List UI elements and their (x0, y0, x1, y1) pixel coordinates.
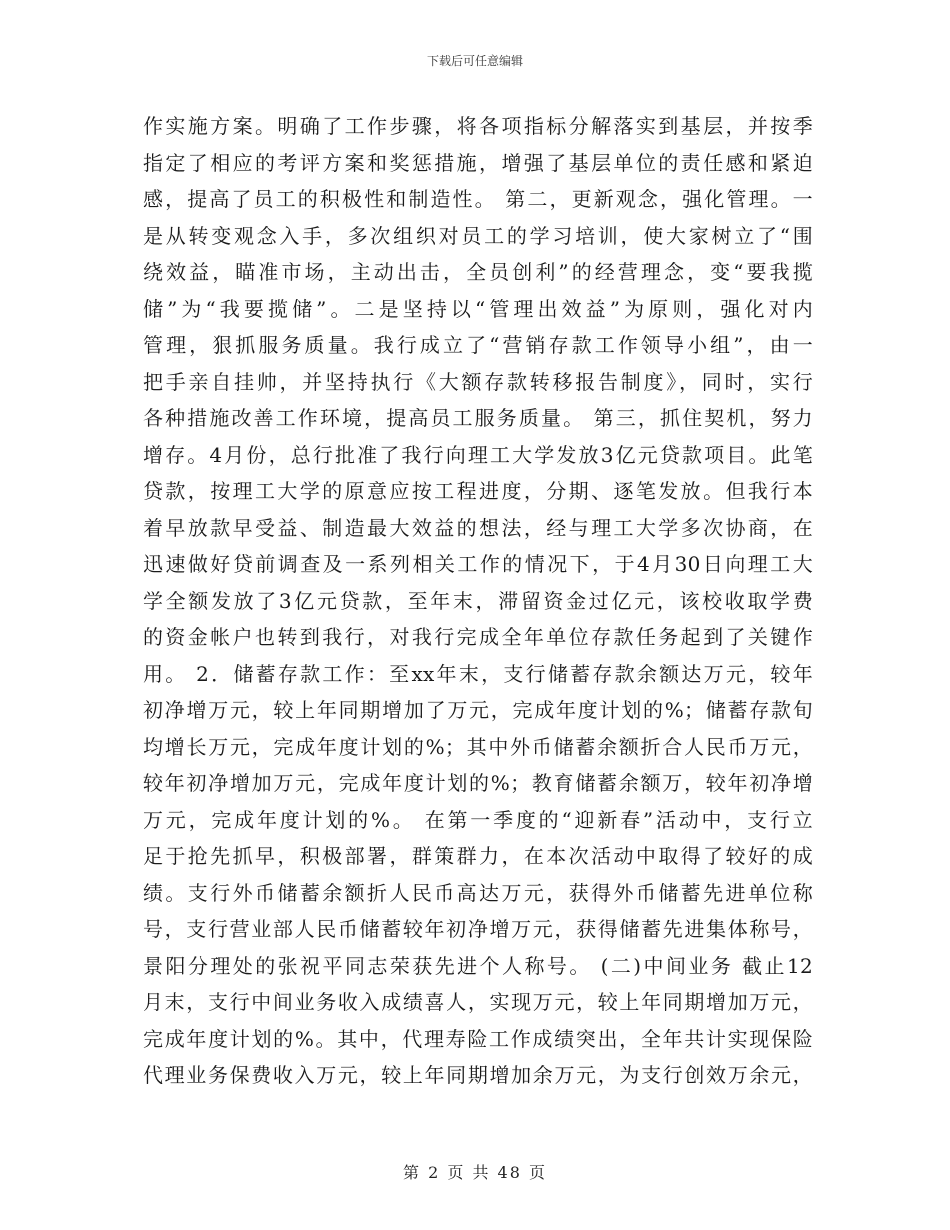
document-body (143, 108, 813, 1094)
text-line: 均增长万元，完成年度计划的%；其中外币储蓄余额折合人民币万元， (143, 734, 813, 759)
text-line: 管理，狠抓服务质量。我行成立了“营销存款工作领导小组”，由一 (143, 333, 813, 357)
text-line: 初净增万元，较上年同期增加了万元，完成年度计划的%；储蓄存款旬 (143, 698, 813, 722)
text-line: 号，支行营业部人民币储蓄较年初净增万元，获得储蓄先进集体称号， (143, 917, 813, 941)
text-line: 指定了相应的考评方案和奖惩措施，增强了基层单位的责任感和紧迫 (143, 150, 813, 175)
text-line: 着早放款早受益、制造最大效益的想法，经与理工大学多次协商，在 (143, 515, 813, 540)
text-line: 各种措施改善工作环境，提高员工服务质量。 第三，抓住契机，努力 (143, 406, 813, 430)
text-line: 迅速做好贷前调查及一系列相关工作的情况下，于4月30日向理工大 (143, 552, 813, 576)
text-line: 较年初净增加万元，完成年度计划的%；教育储蓄余额万，较年初净增 (143, 771, 813, 795)
text-line: 感，提高了员工的积极性和制造性。 第二，更新观念，强化管理。一 (143, 187, 813, 211)
text-line: 贷款，按理工大学的原意应按工程进度，分期、逐笔发放。但我行本 (143, 479, 813, 503)
page-header: 下载后可任意编辑 (426, 54, 523, 68)
text-line: 足于抢先抓早，积极部署，群策群力，在本次活动中取得了较好的成 (143, 844, 813, 868)
text-line: 的资金帐户也转到我行，对我行完成全年单位存款任务起到了关键作 (143, 625, 813, 649)
text-line: 把手亲自挂帅，并坚持执行《大额存款转移报告制度》，同时，实行 (143, 369, 813, 394)
text-line: 代理业务保费收入万元，较上年同期增加余万元，为支行创效万余元， (143, 1063, 813, 1087)
text-line: 储”为“我要揽储”。二是坚持以“管理出效益”为原则，强化对内 (143, 296, 813, 321)
text-line: 是从转变观念入手，多次组织对员工的学习培训，使大家树立了“围 (143, 223, 813, 248)
text-line: 万元，完成年度计划的%。 在第一季度的“迎新春”活动中，支行立 (143, 807, 813, 832)
text-line: 学全额发放了3亿元贷款，至年末，滞留资金过亿元，该校收取学费 (143, 588, 813, 613)
text-line: 月末，支行中间业务收入成绩喜人，实现万元，较上年同期增加万元， (143, 990, 813, 1014)
text-line: 景阳分理处的张祝平同志荣获先进个人称号。 (二)中间业务 截止12 (143, 953, 813, 978)
text-line: 作实施方案。明确了工作步骤，将各项指标分解落实到基层，并按季 (143, 114, 813, 138)
text-line: 完成年度计划的%。其中，代理寿险工作成绩突出，全年共计实现保险 (143, 1026, 813, 1051)
text-line: 绕效益，瞄准市场，主动出击，全员创利”的经营理念，变“要我揽 (143, 260, 813, 284)
text-line: 绩。支行外币储蓄余额折人民币高达万元，获得外币储蓄先进单位称 (143, 880, 813, 905)
text-line: 用。 2．储蓄存款工作：至xx年末，支行储蓄存款余额达万元，较年 (143, 661, 813, 686)
page-footer: 第 2 页 共 48 页 (403, 1163, 547, 1182)
text-line: 增存。4月份，总行批准了我行向理工大学发放3亿元贷款项目。此笔 (143, 442, 813, 467)
